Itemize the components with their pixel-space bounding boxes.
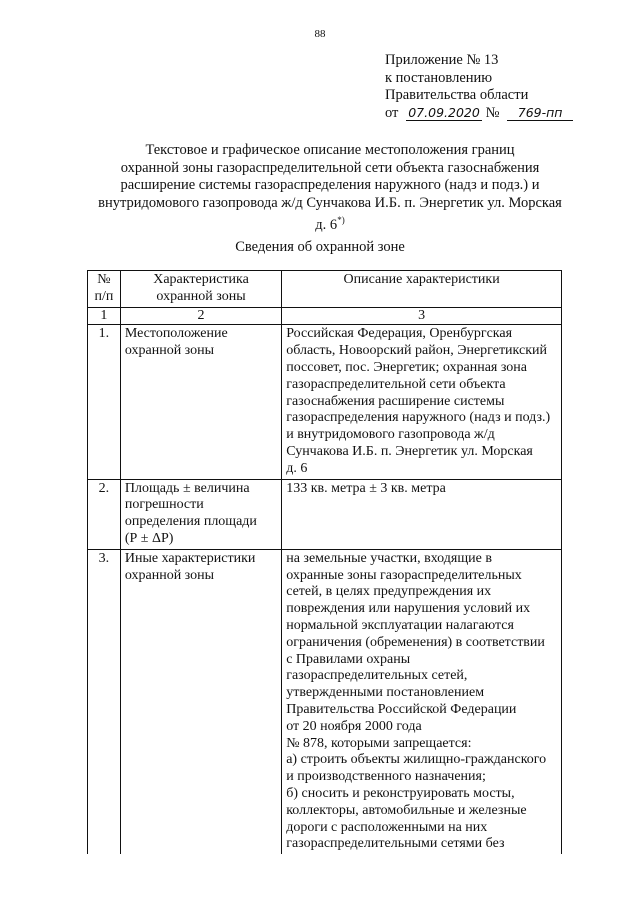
title-line-5: [70, 212, 590, 234]
table-row: [88, 325, 562, 479]
row-description: Российская Федерация, Оренбургская область, Новоорский район, Энергетикский поссовет, пос. Энергетик; охранная зона газораспределительной сети объекта газоснабжения расширение системы газораспределения наружного (надз и подз.) и внутридомового газопровода ж/д Сунчакова И.Б. п. Энергетик ул. Морская д. 6: [282, 325, 562, 479]
header-col-number: № п/п: [88, 271, 121, 308]
header-col-description: Описание характеристики: [282, 271, 562, 308]
title-line-1: Текстовое и графическое описание местоположения границ: [145, 142, 515, 158]
column-number: 2: [120, 307, 281, 325]
appendix-date-line: [385, 105, 573, 123]
table-row: [88, 479, 562, 549]
handwritten-date: 07.09.2020: [406, 106, 482, 121]
title-line-3: расширение системы газораспределения наружного (надз и подз.) и: [120, 177, 540, 193]
title-line-5-text: д. 6: [315, 216, 338, 233]
from-label: от: [385, 104, 399, 121]
document-title: [70, 142, 590, 234]
row-description: 133 кв. метра ± 3 кв. метра: [282, 479, 562, 549]
protection-zone-table: [87, 270, 562, 854]
row-characteristic: Иные характеристики охранной зоны: [120, 549, 281, 854]
column-number: 3: [282, 307, 562, 325]
title-line-2: охранной зоны газораспределительной сети объекта газоснабжения: [120, 159, 540, 176]
section-title: Сведения об охранной зоне: [235, 239, 405, 255]
appendix-header: [385, 52, 573, 122]
appendix-line-2: к постановлению: [385, 69, 493, 86]
row-description: на земельные участки, входящие в охранные зоны газораспределительных сетей, в целях предупреждения их повреждения или нарушения условий их нормальной эксплуатации налагаются ограничения (обременения) в соответствии с Правилами охраны газораспределительных сетей, утвержденными постановлением Правительства Российской Федерации от 20 ноября 2000 года № 878, которыми запрещается: а) строить объекты жилищно-гражданского и производственного назначения; б) сносить и реконструировать мосты, коллекторы, автомобильные и железные дороги с расположенными на них газораспределительными сетями без: [282, 549, 562, 854]
column-number-row: [88, 307, 562, 325]
number-label: №: [485, 104, 500, 121]
handwritten-number: 769-пп: [507, 106, 573, 121]
appendix-line-3: Правительства области: [385, 87, 529, 103]
row-characteristic: Местоположение охранной зоны: [120, 325, 281, 479]
appendix-line-1: Приложение № 13: [385, 52, 499, 68]
table-header-row: [88, 271, 562, 308]
row-characteristic: Площадь ± величина погрешности определения площади (Р ± ΔР): [120, 479, 281, 549]
title-line-4: внутридомового газопровода ж/д Сунчакова И.Б. п. Энергетик ул. Морская: [98, 194, 562, 211]
page-number: 88: [314, 28, 326, 40]
row-number: 1.: [88, 325, 121, 479]
row-number: 2.: [88, 479, 121, 549]
row-number: 3.: [88, 549, 121, 854]
column-number: 1: [88, 307, 121, 325]
footnote-mark: *): [337, 215, 345, 225]
table-row: [88, 549, 562, 854]
header-col-characteristic: Характеристика охранной зоны: [120, 271, 281, 308]
